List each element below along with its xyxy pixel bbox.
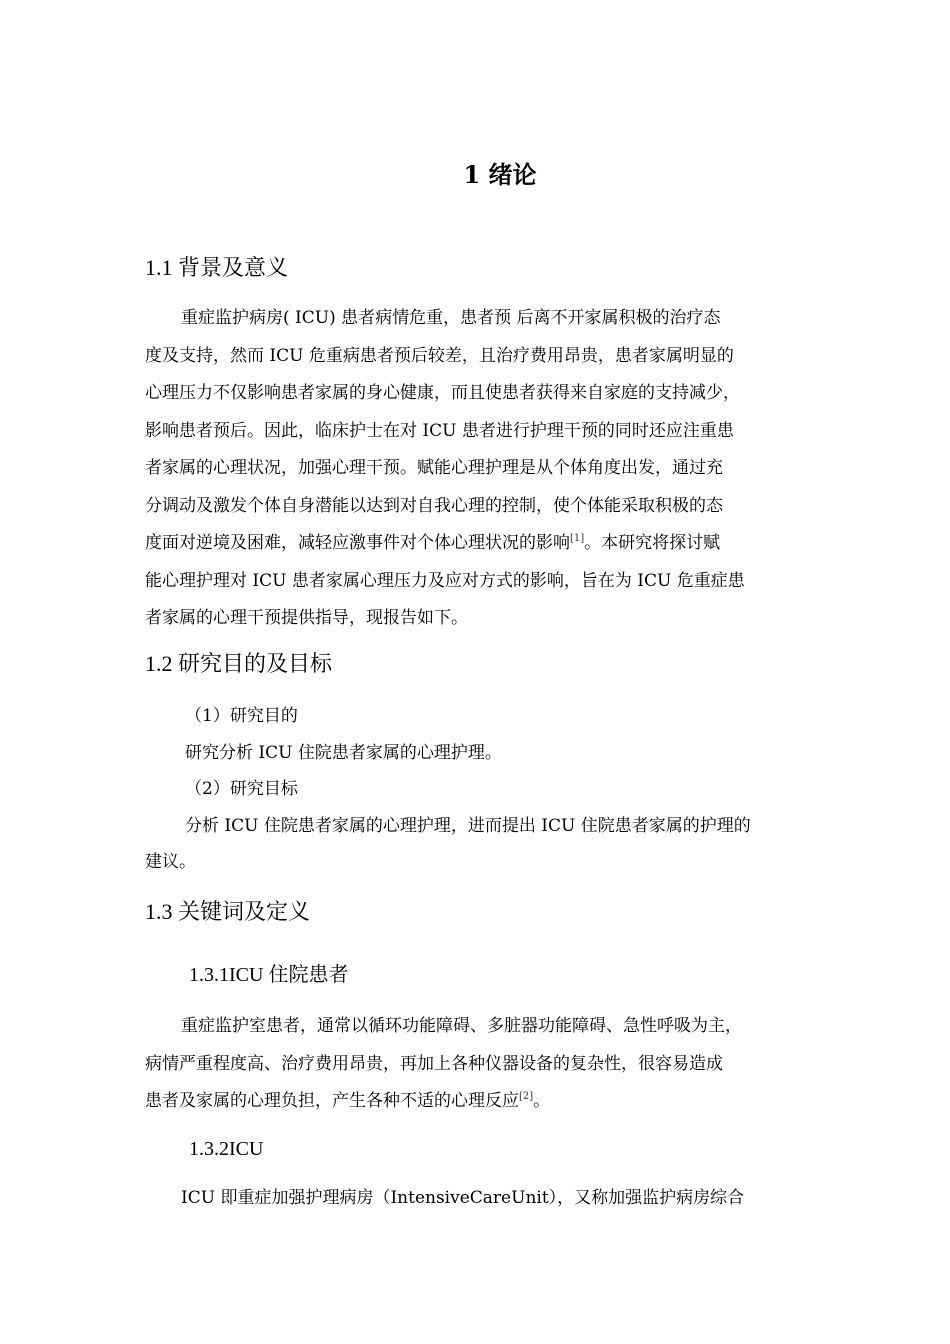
- paragraph-line: 影响患者预后。因此，临床护士在对 ICU 患者进行护理干预的同时还应注重患: [145, 420, 734, 441]
- section-1-1-paragraph: [145, 300, 811, 638]
- objective-label-1: （1）研究目的: [185, 706, 298, 726]
- paragraph-line: 能心理护理对 ICU 患者家属心理压力及应对方式的影响，旨在为 ICU 危重症患: [145, 570, 745, 591]
- subsection-1-3-1-paragraph: [145, 1008, 811, 1121]
- paragraph-line: 重症监护病房( ICU) 患者病情危重，患者预 后离不开家属积极的治疗态: [181, 308, 721, 328]
- paragraph-line-with-citation: [145, 1083, 811, 1121]
- objective-text-1: 研究分析 ICU 住院患者家属的心理护理。: [185, 743, 502, 763]
- objective-text-2-line-2: 建议。: [145, 852, 196, 872]
- paragraph-text: 。: [533, 1091, 551, 1111]
- paragraph-line-with-citation: [145, 525, 811, 563]
- subsection-heading-1-3-2: 1.3.2ICU: [189, 1138, 264, 1160]
- paragraph-line: 度及支持，然而 ICU 危重病患者预后较差，且治疗费用昂贵，患者家属明显的: [145, 345, 734, 366]
- paragraph-line: 分调动及激发个体自身潜能以达到对自我心理的控制，使个体能采取积极的态: [145, 495, 723, 516]
- section-heading-1-2: 1.2 研究目的及目标: [145, 651, 333, 676]
- section-heading-1-3: 1.3 关键词及定义: [145, 899, 311, 924]
- citation-ref-1[interactable]: [1]: [570, 533, 585, 544]
- paragraph-line: ICU 即重症加强护理病房（IntensiveCareUnit），又称加强监护病房综合: [181, 1188, 745, 1208]
- objective-text-2-line-1: 分析 ICU 住院患者家属的心理护理，进而提出 ICU 住院患者家属的护理的: [185, 816, 751, 836]
- citation-ref-2[interactable]: [2]: [519, 1091, 534, 1102]
- paragraph-text: 。本研究将探讨赋: [584, 533, 721, 553]
- subsection-1-3-2-paragraph: [145, 1180, 811, 1218]
- paragraph-text: 患者及家属的心理负担，产生各种不适的心理反应: [145, 1091, 519, 1111]
- paragraph-text: 度面对逆境及困难，减轻应激事件对个体心理状况的影响: [145, 533, 570, 553]
- paragraph-line: 重症监护室患者，通常以循环功能障碍、多脏器功能障碍、急性呼吸为主，: [181, 1016, 742, 1036]
- section-heading-1-1: 1.1 背景及意义: [145, 255, 289, 280]
- chapter-title: 1 绪论: [463, 160, 537, 189]
- objective-label-2: （2）研究目标: [185, 779, 298, 799]
- paragraph-line: 者家属的心理状况，加强心理干预。赋能心理护理是从个体角度出发，通过充: [145, 458, 723, 478]
- paragraph-line: 心理压力不仅影响患者家属的身心健康，而且使患者获得来自家庭的支持减少，: [145, 383, 740, 403]
- paragraph-line: 病情严重程度高、治疗费用昂贵，再加上各种仪器设备的复杂性，很容易造成: [145, 1053, 723, 1074]
- paragraph-line: 者家属的心理干预提供指导，现报告如下。: [145, 608, 468, 628]
- subsection-heading-1-3-1: 1.3.1ICU 住院患者: [189, 964, 349, 986]
